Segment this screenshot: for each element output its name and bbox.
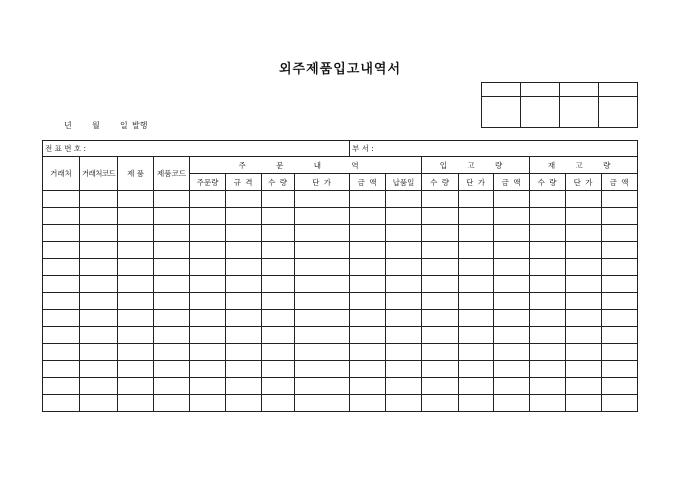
header-spec: 규 격: [226, 174, 262, 191]
table-cell[interactable]: [566, 293, 602, 310]
table-cell[interactable]: [459, 293, 494, 310]
table-cell[interactable]: [386, 225, 422, 242]
table-cell[interactable]: [566, 395, 602, 412]
header-order-group: 주 문 내 역: [190, 157, 422, 174]
table-cell[interactable]: [350, 208, 386, 225]
table-cell[interactable]: [602, 225, 638, 242]
issue-date-line: [64, 120, 147, 131]
table-cell[interactable]: [80, 344, 118, 361]
table-cell[interactable]: [494, 293, 530, 310]
table-row: [43, 276, 638, 293]
table-cell[interactable]: [530, 327, 566, 344]
approval-header-cell[interactable]: [482, 83, 521, 97]
table-cell[interactable]: [530, 208, 566, 225]
table-cell[interactable]: [459, 310, 494, 327]
table-cell[interactable]: [295, 378, 350, 395]
table-cell[interactable]: [566, 378, 602, 395]
table-cell[interactable]: [154, 378, 190, 395]
table-cell[interactable]: [422, 242, 459, 259]
table-row: [43, 225, 638, 242]
table-cell[interactable]: [494, 378, 530, 395]
table-cell[interactable]: [386, 208, 422, 225]
table-cell[interactable]: [530, 293, 566, 310]
approval-header-cell[interactable]: [521, 83, 560, 97]
table-cell[interactable]: [350, 344, 386, 361]
table-cell[interactable]: [422, 191, 459, 208]
table-cell[interactable]: [422, 327, 459, 344]
table-row: [43, 259, 638, 276]
table-cell[interactable]: [602, 191, 638, 208]
table-row: [43, 361, 638, 378]
table-cell[interactable]: [226, 378, 262, 395]
table-cell[interactable]: [494, 276, 530, 293]
table-cell[interactable]: [494, 191, 530, 208]
table-cell[interactable]: [226, 344, 262, 361]
table-cell[interactable]: [530, 225, 566, 242]
table-cell[interactable]: [80, 327, 118, 344]
table-cell[interactable]: [262, 225, 295, 242]
table-cell[interactable]: [386, 276, 422, 293]
table-cell[interactable]: [190, 361, 226, 378]
table-cell[interactable]: [43, 327, 80, 344]
header-order-qty: 주문량: [190, 174, 226, 191]
table-cell[interactable]: [154, 242, 190, 259]
table-cell[interactable]: [154, 259, 190, 276]
table-cell[interactable]: [118, 361, 154, 378]
header-receipt-group: 입 고 량: [422, 157, 530, 174]
table-cell[interactable]: [295, 276, 350, 293]
table-row: [43, 208, 638, 225]
header-stock-amount: 금 액: [602, 174, 638, 191]
table-cell[interactable]: [386, 310, 422, 327]
table-cell[interactable]: [80, 276, 118, 293]
table-cell[interactable]: [154, 293, 190, 310]
table-cell[interactable]: [459, 259, 494, 276]
header-customer: 거래처: [43, 157, 80, 191]
header-delivery-date: 납품일: [386, 174, 422, 191]
table-row: [43, 191, 638, 208]
header-stock-price: 단 가: [566, 174, 602, 191]
table-cell[interactable]: [262, 191, 295, 208]
table-cell[interactable]: [118, 327, 154, 344]
table-cell[interactable]: [154, 327, 190, 344]
header-customer-code: 거래처코드: [80, 157, 118, 191]
table-cell[interactable]: [295, 225, 350, 242]
table-row: [43, 378, 638, 395]
table-cell[interactable]: [262, 344, 295, 361]
table-cell[interactable]: [422, 276, 459, 293]
table-cell[interactable]: [226, 191, 262, 208]
table-row: [43, 310, 638, 327]
table-cell[interactable]: [494, 310, 530, 327]
table-cell[interactable]: [566, 242, 602, 259]
table-cell[interactable]: [422, 310, 459, 327]
table-cell[interactable]: [295, 327, 350, 344]
table-cell[interactable]: [459, 327, 494, 344]
table-cell[interactable]: [118, 225, 154, 242]
table-cell[interactable]: [262, 242, 295, 259]
table-cell[interactable]: [43, 259, 80, 276]
table-cell[interactable]: [190, 225, 226, 242]
table-body: [43, 191, 638, 412]
approval-sign-cell[interactable]: [521, 97, 560, 128]
header-unit-price: 단 가: [295, 174, 350, 191]
table-cell[interactable]: [80, 208, 118, 225]
header-amount: 금 액: [350, 174, 386, 191]
table-cell[interactable]: [386, 344, 422, 361]
table-cell[interactable]: [566, 276, 602, 293]
receipt-table: [42, 140, 638, 412]
table-cell[interactable]: [566, 191, 602, 208]
table-cell[interactable]: [459, 191, 494, 208]
table-cell[interactable]: [459, 361, 494, 378]
table-cell[interactable]: [530, 259, 566, 276]
table-cell[interactable]: [350, 259, 386, 276]
table-cell[interactable]: [80, 361, 118, 378]
table-cell[interactable]: [190, 259, 226, 276]
table-cell[interactable]: [43, 225, 80, 242]
table-cell[interactable]: [262, 293, 295, 310]
table-cell[interactable]: [350, 327, 386, 344]
table-cell[interactable]: [43, 208, 80, 225]
header-stock-group: 재 고 량: [530, 157, 638, 174]
approval-box: [481, 82, 638, 128]
header-row-1: [43, 157, 638, 174]
issue-label: 발행: [132, 121, 148, 130]
table-cell[interactable]: [262, 378, 295, 395]
table-cell[interactable]: [80, 293, 118, 310]
table-cell[interactable]: [566, 259, 602, 276]
table-cell[interactable]: [190, 293, 226, 310]
table-cell[interactable]: [386, 191, 422, 208]
table-cell[interactable]: [43, 395, 80, 412]
table-cell[interactable]: [154, 191, 190, 208]
table-cell[interactable]: [350, 242, 386, 259]
table-cell[interactable]: [226, 242, 262, 259]
approval-sign-cell[interactable]: [560, 97, 599, 128]
table-cell[interactable]: [190, 276, 226, 293]
approval-header-cell[interactable]: [560, 83, 599, 97]
table-cell[interactable]: [295, 191, 350, 208]
table-cell[interactable]: [602, 242, 638, 259]
table-cell[interactable]: [43, 310, 80, 327]
table-cell[interactable]: [226, 225, 262, 242]
slip-number-cell[interactable]: 전 표 번 호 :: [43, 141, 350, 157]
table-cell[interactable]: [190, 395, 226, 412]
table-cell[interactable]: [43, 378, 80, 395]
table-cell[interactable]: [386, 378, 422, 395]
table-cell[interactable]: [190, 327, 226, 344]
table-cell[interactable]: [43, 293, 80, 310]
table-cell[interactable]: [262, 327, 295, 344]
table-cell[interactable]: [494, 344, 530, 361]
table-cell[interactable]: [118, 191, 154, 208]
table-cell[interactable]: [422, 378, 459, 395]
table-cell[interactable]: [602, 361, 638, 378]
table-cell[interactable]: [530, 310, 566, 327]
table-cell[interactable]: [459, 242, 494, 259]
table-cell[interactable]: [494, 225, 530, 242]
table-cell[interactable]: [295, 344, 350, 361]
table-cell[interactable]: [154, 276, 190, 293]
table-cell[interactable]: [295, 361, 350, 378]
table-cell[interactable]: [422, 395, 459, 412]
table-cell[interactable]: [422, 208, 459, 225]
table-cell[interactable]: [190, 242, 226, 259]
table-cell[interactable]: [459, 395, 494, 412]
table-cell[interactable]: [154, 310, 190, 327]
table-cell[interactable]: [80, 378, 118, 395]
table-cell[interactable]: [154, 361, 190, 378]
table-cell[interactable]: [566, 225, 602, 242]
table-cell[interactable]: [459, 378, 494, 395]
table-cell[interactable]: [262, 310, 295, 327]
table-cell[interactable]: [602, 293, 638, 310]
table-cell[interactable]: [190, 208, 226, 225]
table-cell[interactable]: [530, 191, 566, 208]
table-cell[interactable]: [190, 378, 226, 395]
month-label: 월: [92, 121, 100, 130]
table-cell[interactable]: [226, 361, 262, 378]
table-cell[interactable]: [295, 293, 350, 310]
table-row: [43, 327, 638, 344]
table-cell[interactable]: [262, 259, 295, 276]
table-cell[interactable]: [80, 259, 118, 276]
info-row: [43, 141, 638, 157]
table-cell[interactable]: [530, 242, 566, 259]
header-product: 제 품: [118, 157, 154, 191]
year-label: 년: [64, 121, 72, 130]
approval-sign-cell[interactable]: [599, 97, 638, 128]
table-cell[interactable]: [494, 361, 530, 378]
table-cell[interactable]: [295, 310, 350, 327]
table-cell[interactable]: [80, 225, 118, 242]
table-cell[interactable]: [566, 344, 602, 361]
table-cell[interactable]: [459, 276, 494, 293]
table-cell[interactable]: [118, 310, 154, 327]
table-cell[interactable]: [459, 225, 494, 242]
table-cell[interactable]: [80, 310, 118, 327]
table-cell[interactable]: [386, 293, 422, 310]
table-cell[interactable]: [386, 395, 422, 412]
table-cell[interactable]: [226, 395, 262, 412]
table-cell[interactable]: [190, 310, 226, 327]
table-cell[interactable]: [43, 242, 80, 259]
table-cell[interactable]: [602, 276, 638, 293]
table-cell[interactable]: [226, 259, 262, 276]
table-cell[interactable]: [459, 208, 494, 225]
table-cell[interactable]: [154, 225, 190, 242]
table-cell[interactable]: [494, 242, 530, 259]
table-cell[interactable]: [118, 242, 154, 259]
table-cell[interactable]: [422, 344, 459, 361]
department-cell[interactable]: 부 서 :: [350, 141, 638, 157]
table-cell[interactable]: [154, 344, 190, 361]
table-cell[interactable]: [530, 378, 566, 395]
table-cell[interactable]: [295, 208, 350, 225]
table-cell[interactable]: [494, 208, 530, 225]
table-cell[interactable]: [80, 191, 118, 208]
table-cell[interactable]: [459, 344, 494, 361]
table-cell[interactable]: [350, 225, 386, 242]
approval-header-cell[interactable]: [599, 83, 638, 97]
table-cell[interactable]: [530, 344, 566, 361]
table-cell[interactable]: [350, 276, 386, 293]
table-cell[interactable]: [262, 395, 295, 412]
table-cell[interactable]: [118, 208, 154, 225]
table-cell[interactable]: [422, 225, 459, 242]
table-cell[interactable]: [422, 259, 459, 276]
table-cell[interactable]: [190, 344, 226, 361]
table-cell[interactable]: [118, 276, 154, 293]
table-cell[interactable]: [226, 310, 262, 327]
header-stock-qty: 수 량: [530, 174, 566, 191]
table-cell[interactable]: [602, 327, 638, 344]
table-cell[interactable]: [262, 361, 295, 378]
table-cell[interactable]: [566, 327, 602, 344]
header-receipt-amount: 금 액: [494, 174, 530, 191]
table-cell[interactable]: [566, 361, 602, 378]
table-cell[interactable]: [422, 293, 459, 310]
table-row: [43, 242, 638, 259]
table-row: [43, 344, 638, 361]
table-cell[interactable]: [350, 293, 386, 310]
table-cell[interactable]: [350, 310, 386, 327]
day-label: 일: [120, 121, 128, 130]
header-receipt-qty: 수 량: [422, 174, 459, 191]
table-cell[interactable]: [262, 276, 295, 293]
table-cell[interactable]: [386, 327, 422, 344]
table-cell[interactable]: [295, 242, 350, 259]
header-qty: 수 량: [262, 174, 295, 191]
table-cell[interactable]: [530, 361, 566, 378]
table-cell[interactable]: [494, 395, 530, 412]
table-cell[interactable]: [226, 276, 262, 293]
table-row: [43, 293, 638, 310]
table-cell[interactable]: [190, 191, 226, 208]
table-cell[interactable]: [566, 208, 602, 225]
table-cell[interactable]: [494, 259, 530, 276]
table-cell[interactable]: [80, 242, 118, 259]
document-title: 외주제품입고내역서: [278, 62, 402, 77]
table-cell[interactable]: [422, 361, 459, 378]
table-cell[interactable]: [350, 395, 386, 412]
table-cell[interactable]: [602, 378, 638, 395]
table-cell[interactable]: [295, 259, 350, 276]
table-cell[interactable]: [118, 293, 154, 310]
approval-sign-cell[interactable]: [482, 97, 521, 128]
table-cell[interactable]: [386, 259, 422, 276]
table-cell[interactable]: [226, 293, 262, 310]
header-receipt-price: 단 가: [459, 174, 494, 191]
table-cell[interactable]: [566, 310, 602, 327]
table-cell[interactable]: [602, 344, 638, 361]
table-cell[interactable]: [602, 395, 638, 412]
table-cell[interactable]: [386, 242, 422, 259]
table-cell[interactable]: [295, 395, 350, 412]
table-cell[interactable]: [118, 344, 154, 361]
table-cell[interactable]: [262, 208, 295, 225]
header-product-code: 제품코드: [154, 157, 190, 191]
table-cell[interactable]: [530, 276, 566, 293]
table-cell[interactable]: [118, 395, 154, 412]
table-cell[interactable]: [226, 327, 262, 344]
table-cell[interactable]: [602, 310, 638, 327]
table-cell[interactable]: [494, 327, 530, 344]
table-cell[interactable]: [43, 344, 80, 361]
table-cell[interactable]: [43, 276, 80, 293]
table-cell[interactable]: [350, 378, 386, 395]
table-cell[interactable]: [43, 361, 80, 378]
table-cell[interactable]: [118, 259, 154, 276]
table-cell[interactable]: [386, 361, 422, 378]
table-cell[interactable]: [602, 259, 638, 276]
table-cell[interactable]: [43, 191, 80, 208]
table-cell[interactable]: [118, 378, 154, 395]
table-cell[interactable]: [154, 208, 190, 225]
table-cell[interactable]: [530, 395, 566, 412]
table-cell[interactable]: [154, 395, 190, 412]
table-cell[interactable]: [602, 208, 638, 225]
table-cell[interactable]: [350, 361, 386, 378]
table-row: [43, 395, 638, 412]
table-cell[interactable]: [350, 191, 386, 208]
table-cell[interactable]: [80, 395, 118, 412]
table-cell[interactable]: [226, 208, 262, 225]
